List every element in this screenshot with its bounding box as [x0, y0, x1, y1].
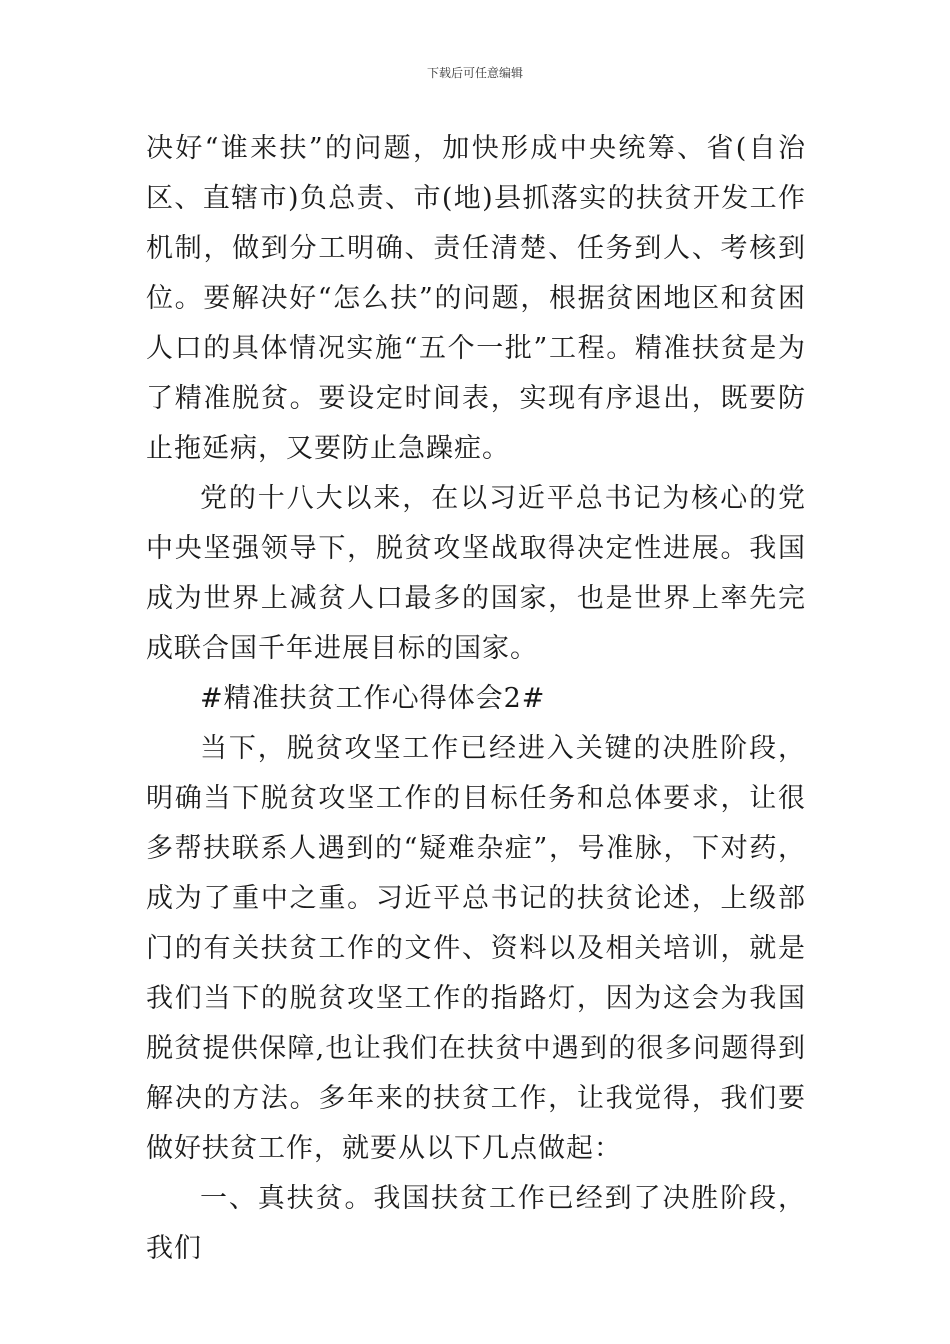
- section-heading: #精准扶贫工作心得体会2#: [200, 683, 546, 714]
- paragraph-point-one: 一、真扶贫。我国扶贫工作已经到了决胜阶段，我们: [146, 1183, 806, 1264]
- document-body: [146, 124, 806, 1274]
- paragraph-current-stage: 当下，脱贫攻坚工作已经进入关键的决胜阶段，明确当下脱贫攻坚工作的目标任务和总体要求，让很多帮扶联系人遇到的“疑难杂症”，号准脉，下对药，成为了重中之重。习近平总书记的扶贫论述，上级部门的有关扶贫工作的文件、资料以及相关培训，就是我们当下的脱贫攻坚工作的指路灯，因为这会为我国脱贫提供保障,也让我们在扶贫中遇到的很多问题得到解决的方法。多年来的扶贫工作，让我觉得，我们要做好扶贫工作，就要从以下几点做起：: [146, 733, 806, 1164]
- paragraph-continuation: 决好“谁来扶”的问题，加快形成中央统筹、省(自治区、直辖市)负总责、市(地)县抓落实的扶贫开发工作机制，做到分工明确、责任清楚、任务到人、考核到位。要解决好“怎么扶”的问题，根据贫困地区和贫困人口的具体情况实施“五个一批”工程。精准扶贫是为了精准脱贫。要设定时间表，实现有序退出，既要防止拖延病，又要防止急躁症。: [146, 133, 806, 464]
- page-header: 下载后可任意编辑: [426, 66, 523, 80]
- paragraph-progress: 党的十八大以来，在以习近平总书记为核心的党中央坚强领导下，脱贫攻坚战取得决定性进展。我国成为世界上减贫人口最多的国家，也是世界上率先完成联合国千年进展目标的国家。: [146, 483, 806, 664]
